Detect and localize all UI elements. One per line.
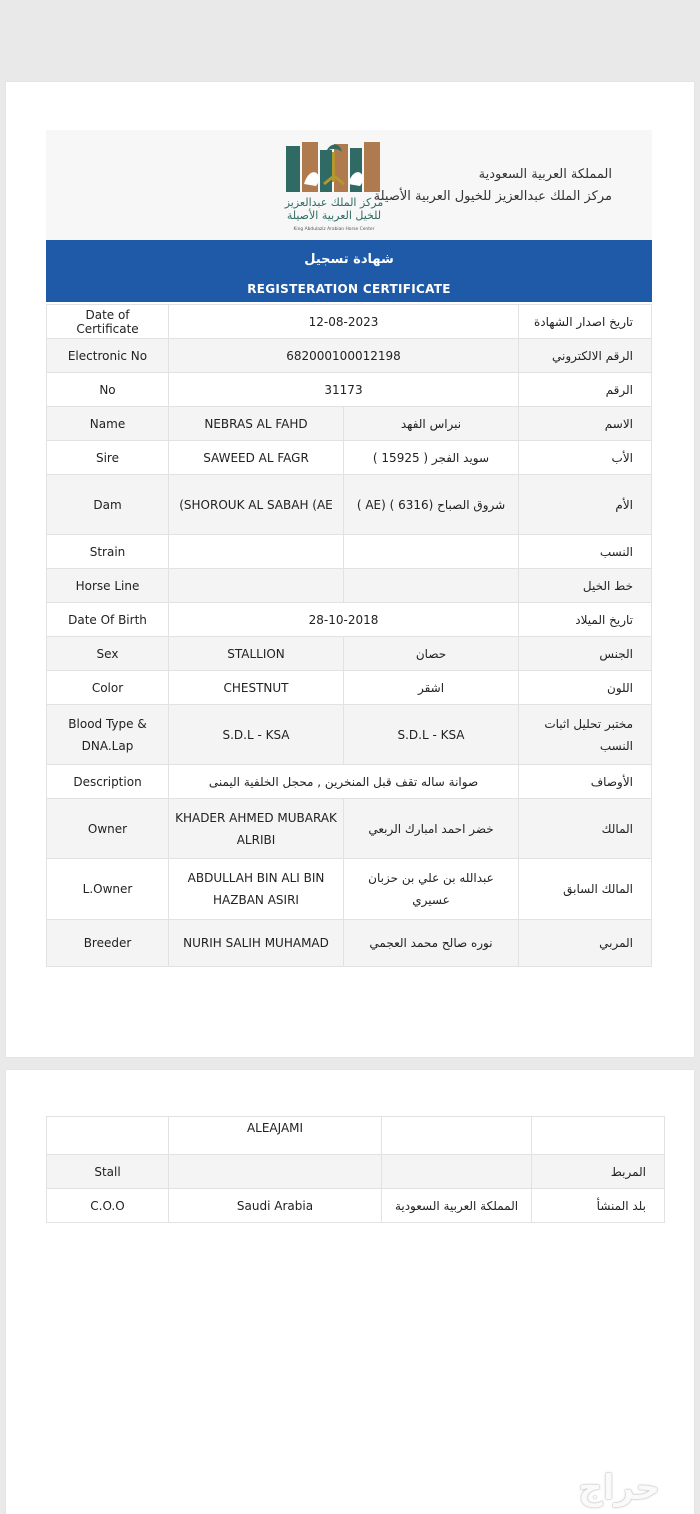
value-ar: S.D.L - KSA <box>344 705 519 765</box>
center-logo <box>284 140 384 235</box>
label-en: C.O.O <box>47 1189 169 1223</box>
label-ar: الأم <box>519 475 652 535</box>
label-en: Blood Type & DNA.Lap <box>47 705 169 765</box>
label-ar: المالك السابق <box>519 859 652 920</box>
row-dam <box>47 475 652 535</box>
label-ar: تاريخ الميلاد <box>519 603 652 637</box>
row-stall <box>47 1155 665 1189</box>
label-ar: الأب <box>519 441 652 475</box>
label-ar: الاسم <box>519 407 652 441</box>
svg-text:للخيل العربية الأصيلة: للخيل العربية الأصيلة <box>286 209 382 222</box>
label-en: Sire <box>47 441 169 475</box>
value-ar <box>344 569 519 603</box>
value-ar: نوره صالح محمد العجمي <box>344 920 519 967</box>
label-ar: خط الخيل <box>519 569 652 603</box>
value: 28-10-2018 <box>169 603 519 637</box>
value-en: NURIH SALIH MUHAMAD <box>169 920 344 967</box>
value-en: STALLION <box>169 637 344 671</box>
value: 12-08-2023 <box>169 305 519 339</box>
label-ar: الأوصاف <box>519 765 652 799</box>
value-en: Saudi Arabia <box>169 1189 382 1223</box>
row-name <box>47 407 652 441</box>
row-horse-line <box>47 569 652 603</box>
value-ar: اشقر <box>344 671 519 705</box>
certificate-table-continued <box>46 1116 665 1223</box>
label-ar <box>532 1117 665 1155</box>
value: 31173 <box>169 373 519 407</box>
org-center: مركز الملك عبدالعزيز للخيول العربية الأصيلة <box>373 189 612 204</box>
value-en: ALEAJAMI <box>169 1117 382 1155</box>
certificate-page-2 <box>6 1070 694 1514</box>
label-ar: الرقم <box>519 373 652 407</box>
label-en: Date of Certificate <box>47 305 169 339</box>
certificate-table <box>46 304 652 967</box>
row-country-of-origin <box>47 1189 665 1223</box>
organization-name <box>374 164 612 208</box>
label-en: Date Of Birth <box>47 603 169 637</box>
row-blood-type <box>47 705 652 765</box>
row-last-owner <box>47 859 652 920</box>
value-ar: عبدالله بن علي بن حزبان عسيري <box>344 859 519 920</box>
value-ar: سويد الفجر ( 15925 ) <box>344 441 519 475</box>
value-en: ABDULLAH BIN ALI BIN HAZBAN ASIRI <box>169 859 344 920</box>
label-en: Horse Line <box>47 569 169 603</box>
row-no <box>47 373 652 407</box>
label-ar: المالك <box>519 799 652 859</box>
certificate-title-banner <box>46 240 652 302</box>
label-en: Breeder <box>47 920 169 967</box>
value-ar: خضر احمد امبارك الربعي <box>344 799 519 859</box>
value-en: KHADER AHMED MUBARAK ALRIBI <box>169 799 344 859</box>
row-electronic-no <box>47 339 652 373</box>
label-en: Color <box>47 671 169 705</box>
title-english: REGISTERATION CERTIFICATE <box>247 282 451 296</box>
value-ar: نبراس الفهد <box>344 407 519 441</box>
label-ar: الجنس <box>519 637 652 671</box>
value-ar <box>382 1155 532 1189</box>
label-en: Stall <box>47 1155 169 1189</box>
value-en: SAWEED AL FAGR <box>169 441 344 475</box>
value-ar: حصان <box>344 637 519 671</box>
label-en: Owner <box>47 799 169 859</box>
label-ar: مختبر تحليل اثبات النسب <box>519 705 652 765</box>
value-en <box>169 1155 382 1189</box>
label-en: No <box>47 373 169 407</box>
row-color <box>47 671 652 705</box>
row-strain <box>47 535 652 569</box>
value-en <box>169 535 344 569</box>
label-en: Electronic No <box>47 339 169 373</box>
value: صوانة ساله تقف قبل المنخرين , محجل الخلفية اليمنى <box>169 765 519 799</box>
label-ar: تاريخ اصدار الشهادة <box>519 305 652 339</box>
row-breeder-continued <box>47 1117 665 1155</box>
value-en: S.D.L - KSA <box>169 705 344 765</box>
label-ar: النسب <box>519 535 652 569</box>
row-breeder <box>47 920 652 967</box>
watermark-logo: حراج <box>578 1468 660 1508</box>
label-en: L.Owner <box>47 859 169 920</box>
value: 682000100012198 <box>169 339 519 373</box>
value-en <box>169 569 344 603</box>
value-en: (SHOROUK AL SABAH (AE <box>169 475 344 535</box>
value-en: NEBRAS AL FAHD <box>169 407 344 441</box>
label-en: Name <box>47 407 169 441</box>
svg-text:King Abdulaziz Arabian Horse C: King Abdulaziz Arabian Horse Center <box>293 227 375 232</box>
value-ar: المملكة العربية السعودية <box>382 1189 532 1223</box>
row-date-of-birth <box>47 603 652 637</box>
label-ar: بلد المنشأ <box>532 1189 665 1223</box>
value-ar <box>344 535 519 569</box>
label-ar: اللون <box>519 671 652 705</box>
label-ar: المربط <box>532 1155 665 1189</box>
label-en: Strain <box>47 535 169 569</box>
title-arabic: شهادة تسجيل <box>304 252 394 267</box>
label-en <box>47 1117 169 1155</box>
certificate-page-1 <box>6 82 694 1057</box>
label-en: Sex <box>47 637 169 671</box>
row-sex <box>47 637 652 671</box>
svg-text:مركز الملك عبدالعزيز: مركز الملك عبدالعزيز <box>284 196 384 209</box>
label-en: Description <box>47 765 169 799</box>
value-en: CHESTNUT <box>169 671 344 705</box>
label-ar: الرقم الالكتروني <box>519 339 652 373</box>
row-owner <box>47 799 652 859</box>
row-sire <box>47 441 652 475</box>
label-ar: المربي <box>519 920 652 967</box>
value-ar: شروق الصباح (6316 ) (AE ) <box>344 475 519 535</box>
label-en: Dam <box>47 475 169 535</box>
row-description <box>47 765 652 799</box>
row-date-of-certificate <box>47 305 652 339</box>
org-country: المملكة العربية السعودية <box>478 167 612 182</box>
value-ar <box>382 1117 532 1155</box>
certificate-header <box>46 130 652 240</box>
